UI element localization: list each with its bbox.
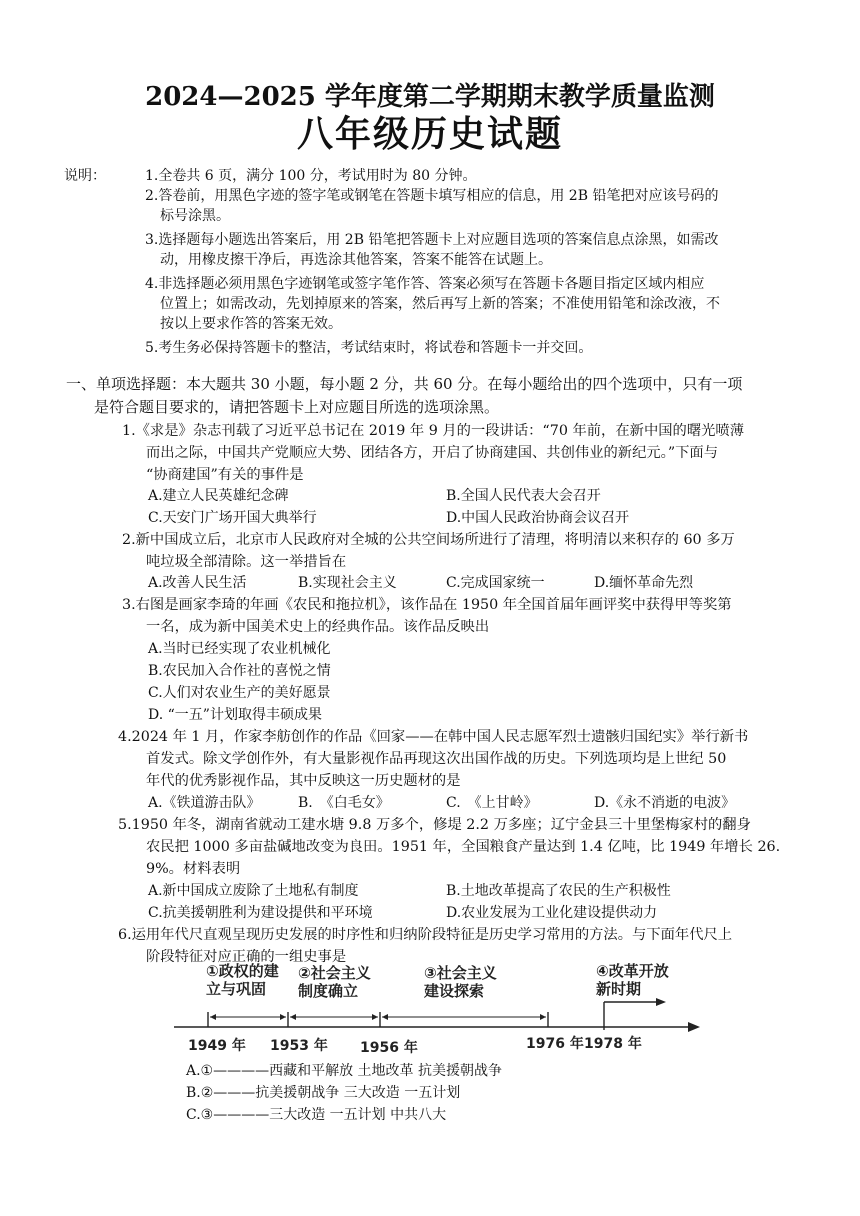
exam-subtitle: 八年级历史试题 (296, 113, 563, 155)
section-heading-cont: 是符合题目要求的，请把答题卡上对应题目所选的选项涂黑。 (94, 398, 500, 416)
note-item: 4.非选择题必须用黑色字迹钢笔或签字笔作答、答案必须写在答题卡各题目指定区域内相应 (145, 276, 705, 292)
note-item: 1.全卷共 6 页，满分 100 分，考试用时为 80 分钟。 (145, 168, 477, 184)
question-1-option-a[interactable]: A.建立人民英雄纪念碑 (148, 488, 289, 504)
timeline-interval-2-right-arrow (372, 1014, 378, 1020)
note-item: 5.考生务必保持答题卡的整洁，考试结束时，将试卷和答题卡一并交回。 (145, 340, 593, 356)
question-4-text: 年代的优秀影视作品，其中反映这一历史题材的是 (146, 773, 461, 789)
note-item: 动，用橡皮擦干净后，再选涂其他答案，答案不能答在试题上。 (160, 252, 552, 268)
question-3-text: 3.右图是画家李琦的年画《农民和拖拉机》，该作品在 1950 年全国首届年画评奖中获得甲等奖第 (122, 597, 732, 613)
question-5-text: 农民把 1000 多亩盐碱地改变为良田。1951 年，全国粮食产量达到 1.4 亿吨，比 1949 年增长 26. (146, 839, 781, 855)
timeline-interval-1-right-arrow (280, 1014, 286, 1020)
timeline-stage-4-label: ④改革开放 (596, 962, 669, 980)
timeline-stage-3-label: ③社会主义 (424, 964, 497, 982)
question-5-option-b[interactable]: B.土地改革提高了农民的生产积极性 (446, 883, 671, 899)
timeline-year-label: 1953 年 (270, 1038, 328, 1054)
timeline-interval-2-left-arrow (290, 1014, 296, 1020)
question-3-option-d[interactable]: D. “一五”计划取得丰硕成果 (148, 707, 322, 723)
timeline-interval-3-right-arrow (540, 1014, 546, 1020)
question-1-option-d[interactable]: D.中国人民政治协商会议召开 (446, 510, 630, 526)
question-6-text: 阶段特征对应正确的一组史事是 (146, 949, 347, 965)
question-5-option-d[interactable]: D.农业发展为工业化建设提供动力 (446, 905, 658, 921)
question-2-option-b[interactable]: B.实现社会主义 (298, 575, 397, 591)
timeline-stage-1-label: ①政权的建 (206, 962, 279, 980)
timeline-diagram (170, 958, 710, 1058)
question-5-text: 5.1950 年冬，湖南省就动工建水塘 9.8 万多个，修堤 2.2 万多座；辽宁金县三十里堡梅家村的翻身 (118, 817, 751, 833)
question-6-option-b[interactable]: B.②———抗美援朝战争 三大改造 一五计划 (186, 1085, 461, 1101)
question-4-option-d[interactable]: D.《永不消逝的电波》 (594, 795, 736, 811)
notes-label: 说明： (64, 168, 106, 184)
question-5-option-a[interactable]: A.新中国成立废除了土地私有制度 (148, 883, 359, 899)
timeline-year-label: 1976 年 (526, 1036, 584, 1052)
timeline-stage-2-label: ②社会主义 (298, 964, 371, 982)
question-5-text: 9%。材料表明 (146, 861, 241, 877)
timeline-1978-arrow (656, 998, 666, 1006)
timeline-year-label: 1978 年 (584, 1036, 642, 1052)
timeline-stage-1-label: 立与巩固 (206, 980, 267, 998)
exam-title: 2024—2025 学年度第二学期期末教学质量监测 (145, 82, 715, 112)
question-4-option-a[interactable]: A.《铁道游击队》 (148, 795, 261, 811)
timeline-interval-1-left-arrow (210, 1014, 216, 1020)
question-2-text: 吨垃圾全部清除。这一举措旨在 (146, 554, 347, 570)
question-2-text: 2.新中国成立后，北京市人民政府对全城的公共空间场所进行了清理，将明清以来积存的 60 多万 (122, 532, 735, 548)
timeline-stage-4-label: 新时期 (596, 980, 642, 998)
question-5-option-c[interactable]: C.抗美援朝胜利为建设提供和平环境 (148, 905, 373, 921)
question-4-option-b[interactable]: B. 《白毛女》 (298, 795, 390, 811)
timeline-interval-3-left-arrow (382, 1014, 388, 1020)
note-item: 按以上要求作答的答案无效。 (160, 316, 342, 332)
question-6-option-a[interactable]: A.①————西藏和平解放 土地改革 抗美援朝战争 (186, 1063, 503, 1079)
question-6-text: 6.运用年代尺直观呈现历史发展的时序性和归纳阶段特征是历史学习常用的方法。与下面年代尺上 (118, 927, 733, 943)
question-4-option-c[interactable]: C. 《上甘岭》 (446, 795, 538, 811)
question-2-option-a[interactable]: A.改善人民生活 (148, 575, 247, 591)
section-heading: 一、单项选择题：本大题共 30 小题，每小题 2 分，共 60 分。在每小题给出的四个选项中，只有一项 (66, 375, 743, 393)
question-1-text: 而出之际，中国共产党顺应大势、团结各方，开启了协商建国、共创伟业的新纪元。”下面与 (146, 445, 719, 461)
question-1-option-c[interactable]: C.天安门广场开国大典举行 (148, 510, 317, 526)
note-item: 3.选择题每小题选出答案后，用 2B 铅笔把答题卡上对应题目选项的答案信息点涂黑，如需改 (145, 232, 719, 248)
question-1-text: “协商建国”有关的事件是 (146, 467, 304, 483)
timeline-year-label: 1956 年 (360, 1040, 418, 1056)
timeline-year-label: 1949 年 (188, 1038, 246, 1054)
question-2-option-c[interactable]: C.完成国家统一 (446, 575, 545, 591)
note-item: 2.答卷前，用黑色字迹的签字笔或钢笔在答题卡填写相应的信息，用 2B 铅笔把对应该号码的 (145, 188, 719, 204)
note-item: 标号涂黑。 (160, 208, 230, 224)
question-3-option-b[interactable]: B.农民加入合作社的喜悦之情 (148, 663, 331, 679)
question-1-text: 1.《求是》杂志刊载了习近平总书记在 2019 年 9 月的一段讲话：“70 年前，在新中国的曙光喷薄 (122, 423, 745, 439)
timeline-stage-2-label: 制度确立 (298, 982, 359, 1000)
question-2-option-d[interactable]: D.缅怀革命先烈 (594, 575, 694, 591)
question-1-option-b[interactable]: B.全国人民代表大会召开 (446, 488, 601, 504)
question-3-option-a[interactable]: A.当时已经实现了农业机械化 (148, 641, 331, 657)
question-6-option-c[interactable]: C.③————三大改造 一五计划 中共八大 (186, 1107, 447, 1123)
timeline-stage-3-label: 建设探索 (424, 982, 485, 1000)
timeline-axis-arrow (688, 1022, 700, 1032)
note-item: 位置上；如需改动，先划掉原来的答案，然后再写上新的答案；不准使用铅笔和涂改液，不 (160, 296, 720, 312)
question-4-text: 4.2024 年 1 月，作家李舫创作的作品《回家——在韩中国人民志愿军烈士遗骸归国纪实》举行新书 (118, 729, 749, 745)
question-3-text: 一名，成为新中国美术史上的经典作品。该作品反映出 (146, 619, 490, 635)
question-3-option-c[interactable]: C.人们对农业生产的美好愿景 (148, 685, 331, 701)
question-4-text: 首发式。除文学创作外，有大量影视作品再现这次出国作战的历史。下列选项均是上世纪 50 (146, 751, 727, 767)
